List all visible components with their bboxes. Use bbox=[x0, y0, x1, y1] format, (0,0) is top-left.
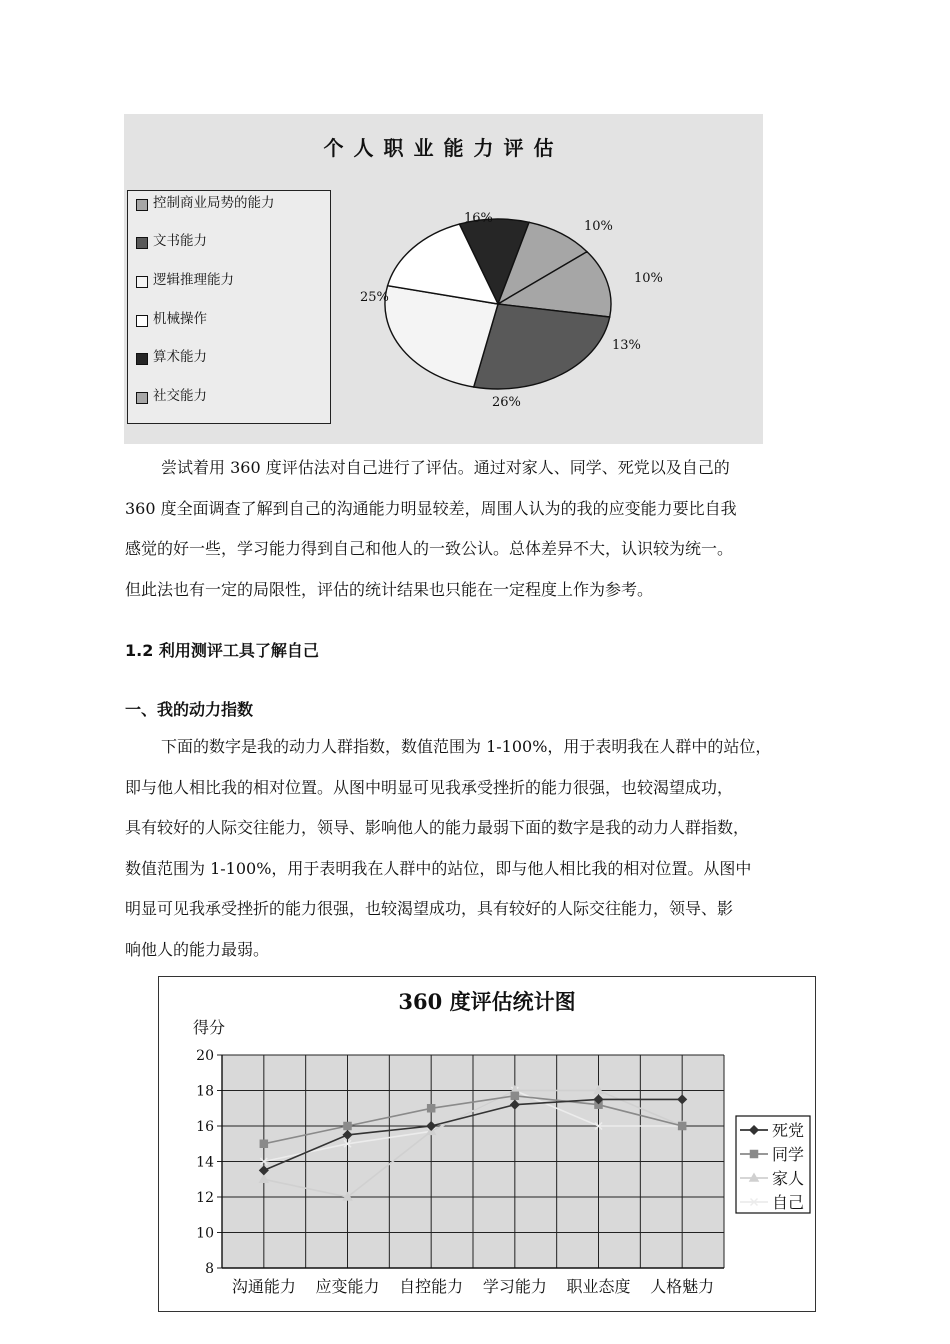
data-point-marker bbox=[344, 1123, 351, 1130]
paragraph-line: 尝试着用 360 度评估法对自己进行了评估。通过对家人、同学、死党以及自己的 bbox=[161, 458, 730, 477]
legend-label: 自己 bbox=[772, 1193, 805, 1212]
paragraph-line: 感觉的好一些，学习能力得到自己和他人的一致公认。总体差异不大，认识较为统一。 bbox=[125, 539, 734, 559]
legend-label: 逻辑推理能力 bbox=[153, 272, 234, 288]
line-chart-title: 360 度评估统计图 bbox=[398, 989, 576, 1014]
y-tick-label: 8 bbox=[205, 1261, 214, 1277]
legend-item bbox=[136, 272, 313, 289]
legend-label: 死党 bbox=[772, 1121, 805, 1140]
paragraph-line: 数值范围为 1-100%，用于表明我在人群中的站位，即与他人相比我的相对位置。从图中 bbox=[125, 858, 752, 878]
paragraph-line: 即与他人相比我的相对位置。从图中明显可见我承受挫折的能力很强，也较渴望成功， bbox=[125, 777, 734, 797]
pie-chart-title: 个人职业能力评估 bbox=[323, 136, 564, 160]
legend-label: 文书能力 bbox=[153, 233, 207, 249]
section-heading-motivation-index: 一、我的动力指数 bbox=[125, 700, 254, 719]
pie-slice-label: 10% bbox=[634, 271, 663, 286]
paragraph-line: 360 度全面调查了解到自己的沟通能力明显较差，周围人认为的我的应变能力要比自我 bbox=[125, 498, 737, 518]
legend-item bbox=[136, 349, 313, 366]
pie-slice-label: 25% bbox=[360, 290, 389, 305]
legend-label: 控制商业局势的能力 bbox=[153, 195, 275, 211]
y-axis-label: 得分 bbox=[193, 1018, 226, 1037]
legend-swatch bbox=[136, 392, 148, 404]
legend-label: 同学 bbox=[772, 1145, 805, 1164]
pie-chart-figure bbox=[124, 114, 763, 444]
legend-item bbox=[136, 233, 313, 250]
x-tick-label: 职业态度 bbox=[566, 1277, 631, 1296]
y-tick-label: 20 bbox=[196, 1048, 214, 1064]
y-tick-label: 14 bbox=[196, 1154, 214, 1171]
legend-label: 算术能力 bbox=[153, 349, 207, 365]
y-tick-label: 18 bbox=[196, 1083, 214, 1100]
pie-slice-label: 13% bbox=[612, 338, 641, 353]
legend-swatch bbox=[136, 276, 148, 288]
data-point-marker bbox=[260, 1140, 267, 1147]
y-tick-label: 10 bbox=[196, 1225, 214, 1242]
data-point-marker bbox=[679, 1123, 686, 1130]
pie-slice-label: 26% bbox=[492, 395, 521, 410]
legend-label: 社交能力 bbox=[153, 388, 207, 404]
y-tick-label: 12 bbox=[196, 1190, 214, 1206]
paragraph-line: 但此法也有一定的局限性，评估的统计结果也只能在一定程度上作为参考。 bbox=[125, 579, 654, 599]
legend-swatch bbox=[136, 353, 148, 365]
line-chart bbox=[159, 977, 815, 1311]
paragraph-motivation-index bbox=[125, 727, 865, 971]
data-point-marker bbox=[511, 1092, 518, 1099]
paragraph-line: 明显可见我承受挫折的能力很强，也较渴望成功，具有较好的人际交往能力，领导、影 bbox=[125, 899, 734, 919]
paragraph-line: 响他人的能力最弱。 bbox=[125, 939, 270, 959]
pie-legend bbox=[127, 190, 331, 424]
legend-label: 机械操作 bbox=[153, 311, 207, 327]
legend-swatch bbox=[136, 315, 148, 327]
data-point-marker bbox=[751, 1151, 758, 1158]
data-point-marker bbox=[428, 1105, 435, 1112]
paragraph-line: 具有较好的人际交往能力，领导、影响他人的能力最弱下面的数字是我的动力人群指数， bbox=[125, 818, 750, 838]
legend-swatch bbox=[136, 199, 148, 211]
y-tick-label: 16 bbox=[196, 1119, 214, 1135]
paragraph-360-assessment bbox=[125, 448, 865, 610]
legend-label: 家人 bbox=[772, 1169, 805, 1188]
x-tick-label: 学习能力 bbox=[482, 1277, 547, 1296]
line-chart-figure bbox=[158, 976, 816, 1312]
x-tick-label: 人格魅力 bbox=[650, 1277, 715, 1296]
section-heading-1-2: 1.2 利用测评工具了解自己 bbox=[125, 641, 319, 660]
paragraph-line: 下面的数字是我的动力人群指数，数值范围为 1-100%，用于表明我在人群中的站位， bbox=[161, 737, 772, 756]
legend-item bbox=[136, 311, 313, 328]
legend-item bbox=[136, 195, 313, 212]
legend-item bbox=[136, 388, 313, 405]
x-tick-label: 自控能力 bbox=[399, 1277, 464, 1296]
pie-slice-label: 16% bbox=[464, 211, 493, 226]
x-tick-label: 应变能力 bbox=[315, 1277, 380, 1296]
pie-slice-label: 10% bbox=[584, 219, 613, 234]
x-tick-label: 沟通能力 bbox=[231, 1277, 296, 1296]
legend-swatch bbox=[136, 237, 148, 249]
